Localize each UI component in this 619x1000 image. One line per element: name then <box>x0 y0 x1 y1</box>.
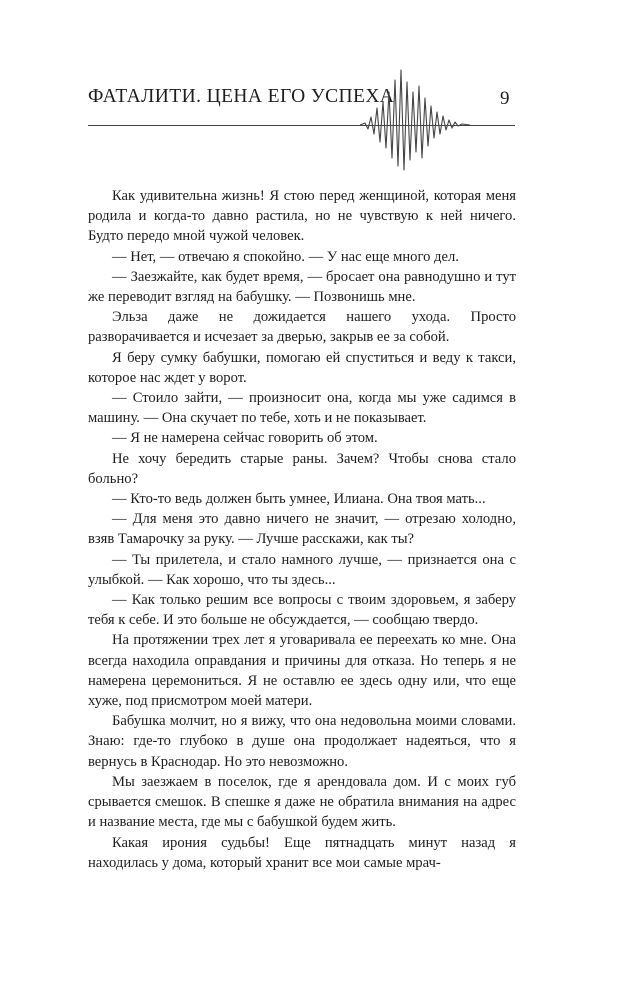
paragraph: Эльза даже не дожидается нашего ухода. Просто разворачивается и исчезает за дверью, закрыв ее за собой. <box>88 309 516 346</box>
running-title: ФАТАЛИТИ. ЦЕНА ЕГО УСПЕХА <box>88 86 395 107</box>
paragraph: Я беру сумку бабушки, помогаю ей спуститься и веду к такси, которое нас ждет у ворот. <box>88 349 516 386</box>
body-text <box>88 186 516 986</box>
heartbeat-pulse-icon <box>360 62 470 174</box>
paragraph: Какая ирония судьбы! Еще пятнадцать минут назад я находилась у дома, который хранит все мои самые мрач- <box>88 834 516 871</box>
paragraph: — Стоило зайти, — произносит она, когда мы уже садимся в машину. — Она скучает по тебе, хоть и не показывает. <box>88 390 516 427</box>
paragraph: Не хочу бередить старые раны. Зачем? Чтобы снова стало больно? <box>88 450 516 487</box>
paragraph: — Нет, — отвечаю я спокойно. — У нас еще много дел. <box>112 248 459 265</box>
paragraph: Как удивительна жизнь! Я стою перед женщиной, которая меня родила и когда-то давно растила, но не чувствую к ней ничего. Будто передо мной чужой человек. <box>88 188 516 245</box>
paragraph: — Кто-то ведь должен быть умнее, Илиана. Она твоя мать... <box>112 491 486 508</box>
paragraph: Бабушка молчит, но я вижу, что она недовольна моими словами. Знаю: где-то глубоко в душе она продолжает надеяться, что я вернусь в Краснодар. Но это невозможно. <box>88 713 516 770</box>
paragraph: Мы заезжаем в поселок, где я арендовала дом. И с моих губ срывается смешок. В спешке я даже не обратила внимания на адрес и название места, где мы с бабушкой будем жить. <box>88 773 516 831</box>
paragraph: На протяжении трех лет я уговаривала ее переехать ко мне. Она всегда находила оправдания и причины для отказа. Но теперь я не намерена церемониться. Я не оставлю ее здесь одну или, что еще хуже, под присмотром моей матери. <box>88 632 516 710</box>
page-header <box>0 0 619 170</box>
paragraph: — Ты прилетела, и стало намного лучше, — признается она с улыбкой. — Как хорошо, что ты здесь... <box>88 551 516 588</box>
page-number: 9 <box>500 88 510 109</box>
paragraph: — Заезжайте, как будет время, — бросает она равнодушно и тут же переводит взгляд на бабушку. — Позвонишь мне. <box>88 268 516 306</box>
paragraph: — Я не намерена сейчас говорить об этом. <box>112 430 378 447</box>
paragraph: — Для меня это давно ничего не значит, — отрезаю холодно, взяв Тамарочку за руку. — Лучше расскажи, как ты? <box>88 511 516 548</box>
paragraph: — Как только решим все вопросы с твоим здоровьем, я заберу тебя к себе. И это больше не обсуждается, — сообщаю твердо. <box>88 592 516 629</box>
